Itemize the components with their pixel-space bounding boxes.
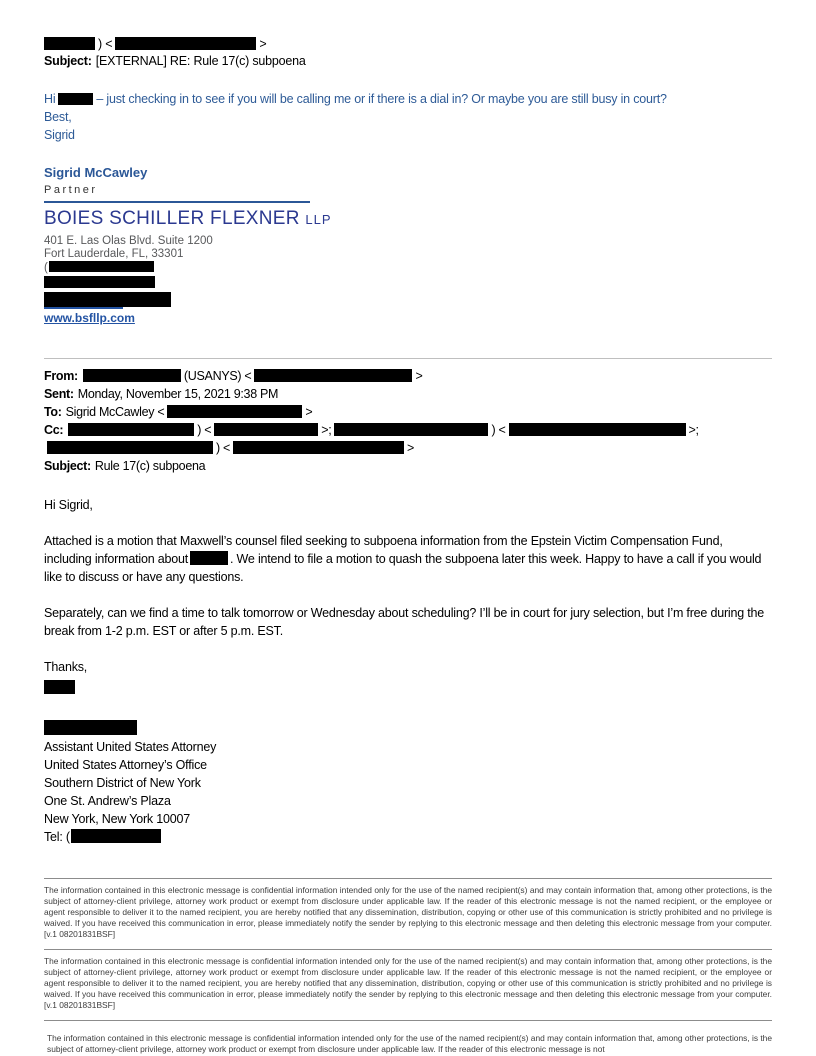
- punctuation: ) <: [197, 423, 212, 437]
- reply-subject-line: [44, 52, 772, 70]
- redacted-name: [190, 551, 228, 565]
- ausa-district: Southern District of New York: [44, 776, 201, 790]
- reply-message: [44, 90, 772, 144]
- subject-label: Subject:: [44, 54, 92, 68]
- greeting-pre: Hi: [44, 92, 56, 106]
- redacted-email: [233, 441, 404, 454]
- from-line: [44, 367, 772, 385]
- ausa-address1: One St. Andrew’s Plaza: [44, 794, 171, 808]
- subject-value: Rule 17(c) subpoena: [94, 459, 206, 473]
- confidentiality-disclaimer-2: The information contained in this electronic message is confidential information intended only for the use of the named recipient(s) and may contain information that, among other protections, is the subject of attorney-client privilege, attorney work product or exempt from disclosure under applicable law. If the reader of this electronic message is not the named recipient, or the employee or agent responsible to deliver it to the named recipient, you are hereby notified that any dissemination, distribution, copying or other use of this communication is strictly prohibited and no privilege is waived. If you have received this communication in error, please immediately notify the sender by replying to this electronic message and then deleting this electronic message from your computer. [v.1 08201831BSF]: [44, 956, 772, 1010]
- redacted-name: [83, 369, 181, 382]
- to-value: Sigrid McCawley <: [65, 405, 165, 419]
- redacted-phone: [49, 261, 154, 272]
- punctuation: >: [305, 405, 313, 419]
- tel-prefix: Tel: (: [44, 830, 70, 844]
- redacted-email: [214, 423, 318, 436]
- punctuation: (: [44, 262, 48, 274]
- ausa-title: Assistant United States Attorney: [44, 740, 217, 754]
- signature-title: Partner: [44, 184, 98, 196]
- ausa-office: United States Attorney’s Office: [44, 758, 207, 772]
- truncated-recipient-line: [44, 36, 772, 52]
- disclaimer-divider: [44, 878, 772, 879]
- reply-signer: Sigrid: [44, 128, 75, 142]
- punctuation: >: [259, 37, 267, 51]
- sent-line: [44, 385, 772, 403]
- redacted-email: [44, 292, 171, 307]
- redacted-email: [167, 405, 302, 418]
- phone-line: [44, 261, 772, 275]
- punctuation: ) <: [491, 423, 506, 437]
- confidentiality-disclaimer-1: The information contained in this electronic message is confidential information intended only for the use of the named recipient(s) and may contain information that, among other protections, is the subject of attorney-client privilege, attorney work product or exempt from disclosure under applicable law. If the reader of this electronic message is not the named recipient, or the employee or agent responsible to deliver it to the named recipient, you are hereby notified that any dissemination, distribution, copying or other use of this communication is strictly prohibited and no privilege is waived. If you have received this communication in error, please immediately notify the sender by replying to this electronic message and then deleting this electronic message from your computer. [v.1 08201831BSF]: [44, 885, 772, 939]
- from-label: From:: [44, 369, 78, 383]
- body-paragraph-2: Separately, can we find a time to talk tomorrow or Wednesday about scheduling? I’ll be in court for jury selection, but I’m free during the break from 1-2 p.m. EST or after 5 p.m. EST.: [44, 606, 765, 638]
- ausa-signature-block: [44, 720, 772, 846]
- disclaimer-divider: [44, 949, 772, 950]
- paragraph-text: . We intend to file a motion to quash the subpoena later this week. Happy to have a call if you would like to discuss or have any questions.: [44, 552, 762, 584]
- punctuation: >;: [321, 423, 332, 437]
- original-message-body: [44, 496, 772, 697]
- punctuation: >;: [688, 423, 699, 437]
- salutation: Hi Sigrid,: [44, 498, 93, 512]
- redacted-phone: [44, 276, 155, 288]
- email-line: [44, 291, 772, 308]
- redacted-name: [334, 423, 488, 436]
- redacted-email: [254, 369, 412, 382]
- redacted-name: [44, 37, 95, 50]
- body-closing: Thanks,: [44, 660, 88, 674]
- redacted-email: [115, 37, 256, 50]
- reply-greeting-line: [44, 90, 772, 108]
- punctuation: ) <: [216, 441, 231, 455]
- firm-address-line1: 401 E. Las Olas Blvd. Suite 1200: [44, 235, 213, 247]
- punctuation: >: [407, 441, 415, 455]
- sent-value: Monday, November 15, 2021 9:38 PM: [77, 387, 279, 401]
- to-label: To:: [44, 405, 62, 419]
- from-org: (USANYS) <: [183, 369, 252, 383]
- signature-divider: [44, 201, 310, 203]
- confidentiality-disclaimer-3-truncated: The information contained in this electronic message is confidential information intended only for the use of the named recipient(s) and may contain information that, among other protections, is the subject of attorney-client privilege, attorney work product or exempt from disclosure under applicable law. If the reader of this electronic message is not: [47, 1033, 772, 1054]
- phone-line-2: [44, 275, 772, 291]
- subject-label: Subject:: [44, 459, 91, 473]
- firm-name: [44, 208, 772, 230]
- original-message-headers: [44, 367, 772, 475]
- firm-website-link[interactable]: www.bsfllp.com: [44, 311, 135, 325]
- punctuation: >: [415, 369, 423, 383]
- cc-line: [44, 421, 772, 457]
- redacted-name: [58, 93, 93, 105]
- subject-value: [EXTERNAL] RE: Rule 17(c) subpoena: [95, 54, 306, 68]
- sender-first-name-line: [44, 679, 772, 697]
- redacted-name: [68, 423, 194, 436]
- to-line: [44, 403, 772, 421]
- ausa-name-line: [44, 720, 772, 738]
- ausa-tel-line: [44, 828, 772, 846]
- redacted-name: [44, 680, 75, 694]
- body-paragraph-1: [44, 532, 770, 586]
- reply-valediction: Best,: [44, 110, 72, 124]
- redacted-name: [47, 441, 213, 454]
- greeting-post: – just checking in to see if you will be calling me or if there is a dial in? Or maybe you are still busy in court?: [96, 92, 667, 106]
- message-divider: [44, 358, 772, 359]
- original-subject-line: [44, 457, 772, 475]
- sent-label: Sent:: [44, 387, 74, 401]
- cc-label: Cc:: [44, 423, 64, 437]
- redacted-name: [44, 720, 137, 735]
- disclaimer-divider: [44, 1020, 772, 1021]
- sender-signature-block: [44, 165, 772, 325]
- ausa-address2: New York, New York 10007: [44, 812, 190, 826]
- punctuation: ) <: [98, 37, 113, 51]
- firm-name-text: BOIES SCHILLER FLEXNER: [44, 208, 300, 229]
- signature-name: Sigrid McCawley: [44, 165, 148, 180]
- redacted-email: [509, 423, 686, 436]
- firm-address-line2: Fort Lauderdale, FL, 33301: [44, 248, 184, 260]
- firm-suffix: LLP: [305, 212, 332, 227]
- paragraph-text: Attached is a motion that Maxwell’s counsel filed seeking to subpoena information from the Epstein Victim Compensation Fund, including information about: [44, 534, 723, 566]
- redacted-phone: [71, 829, 161, 843]
